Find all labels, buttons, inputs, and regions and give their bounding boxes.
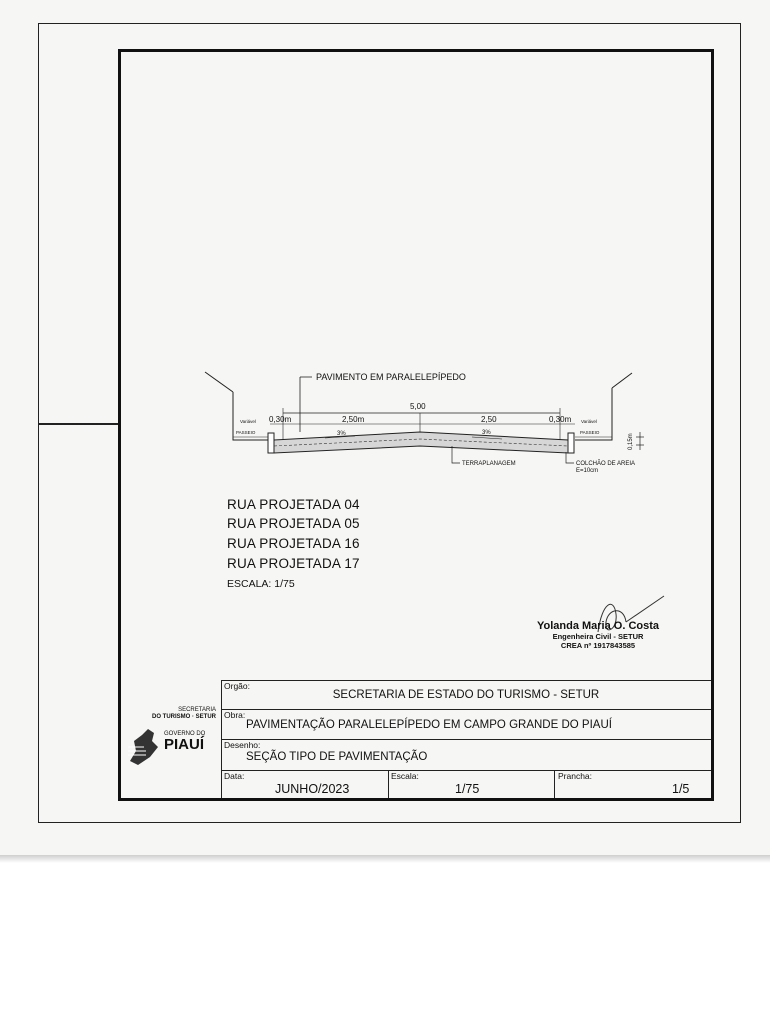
escala-label: Escala:: [391, 771, 419, 781]
left-slope-label: 3%: [337, 431, 346, 437]
gov-logo-line1: GOVERNO DO: [164, 731, 206, 737]
left-curb: [268, 433, 274, 453]
scale-note: ESCALA: 1/75: [227, 578, 295, 590]
title-block-top-line: [221, 680, 711, 681]
signer-crea: CREA nº 1917843585: [560, 641, 636, 650]
piaui-government-logo: [124, 727, 220, 767]
setur-logo-line1: SECRETARIA: [178, 707, 216, 713]
right-offset-label: 0,30m: [549, 415, 572, 424]
title-block-line-2: [221, 739, 711, 740]
data-value: JUNHO/2023: [275, 782, 350, 796]
title-block-col-1: [388, 770, 389, 798]
left-cut-slope: [205, 372, 233, 392]
prancha-label: Prancha:: [558, 771, 593, 781]
left-offset-label: 0,30m: [269, 415, 292, 424]
obra-value: PAVIMENTAÇÃO PARALELEPÍPEDO EM CAMPO GRANDE DO PIAUÍ: [246, 719, 612, 731]
title-block-col-2: [554, 770, 555, 798]
sand-bed-leader: [566, 452, 574, 463]
signer-name: Yolanda Maria O. Costa: [536, 620, 660, 632]
orgao-value: SECRETARIA DE ESTADO DO TURISMO - SETUR: [332, 689, 600, 701]
street-name-1: RUA PROJETADA 04: [227, 497, 360, 512]
title-block-line-1: [221, 709, 711, 710]
prancha-value: 1/5: [672, 782, 690, 796]
right-slope-label: 3%: [482, 430, 491, 436]
street-name-4: RUA PROJETADA 17: [227, 556, 360, 571]
street-name-3: RUA PROJETADA 16: [227, 536, 360, 551]
left-vertical-label: Variável: [240, 419, 256, 424]
right-vertical-label: Variável: [581, 419, 597, 424]
total-width-label: 5,00: [410, 402, 426, 411]
orgao-label: Orgão:: [224, 681, 250, 691]
layer-thickness-label: 0,15m: [628, 433, 634, 450]
gov-logo-name: PIAUÍ: [164, 736, 205, 753]
signature-block: [528, 620, 668, 650]
pavement-label: PAVIMENTO EM PARALELEPÍPEDO: [316, 372, 466, 382]
earthwork-label: TERRAPLANAGEM: [462, 461, 516, 467]
left-sidewalk-label: PASSEIO: [236, 430, 256, 435]
earthwork-leader: [452, 446, 460, 463]
desenho-label: Desenho:: [224, 740, 261, 750]
piaui-map-icon: [124, 727, 164, 767]
data-label: Data:: [224, 771, 245, 781]
desenho-value: SEÇÃO TIPO DE PAVIMENTAÇÃO: [246, 751, 428, 763]
escala-value: 1/75: [455, 782, 480, 796]
paving-layer: [274, 432, 568, 453]
street-name-2: RUA PROJETADA 05: [227, 516, 360, 531]
right-curb: [568, 433, 574, 453]
signer-role: Engenheira Civil - SETUR: [552, 632, 644, 641]
obra-label: Obra:: [224, 710, 246, 720]
setur-logo-line2: DO TURISMO · SETUR: [152, 714, 216, 720]
title-block-line-3: [221, 770, 711, 771]
right-sidewalk-label: PASSEIO: [580, 430, 600, 435]
sand-thickness-label: E=10cm: [576, 468, 599, 474]
right-cut-slope: [612, 373, 632, 388]
left-lane-label: 2,50m: [342, 415, 365, 424]
sand-bed-label: COLCHÃO DE AREIA: [576, 461, 636, 467]
right-lane-label: 2,50: [481, 415, 497, 424]
setur-logo: [124, 707, 216, 721]
